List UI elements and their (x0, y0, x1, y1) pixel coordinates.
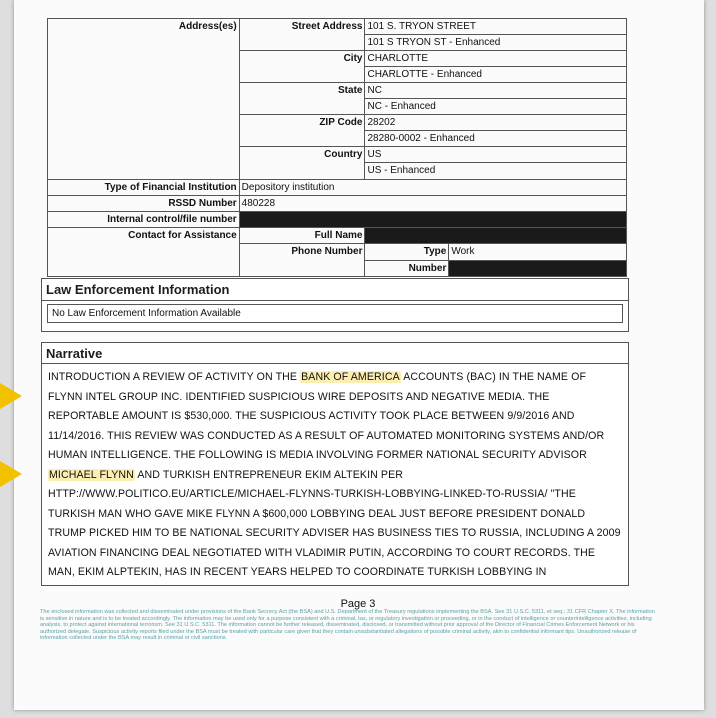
street-label: Street Address (239, 19, 365, 51)
law-enforcement-content: No Law Enforcement Information Available (47, 304, 623, 323)
phone-number-label: Phone Number (239, 244, 365, 277)
state-value: NC (365, 83, 627, 99)
street-enhanced: 101 S TRYON ST - Enhanced (365, 35, 627, 51)
disclaimer-fine-print: The enclosed information was collected and disseminated under provisions of the Bank Secrecy Act (the BSA) and U.S. Department of the Treasury regulations implementing the BSA. See 31 U.S.C. 5311, et seq.; 31 CFR Chapter X. The information is sensitive in nature and is to be treated accordingly. The information may be used only for a purpose consistent with a criminal, tax, or regulatory investigation or proceeding, or in the conduct of intelligence or counterintelligence activities, including analysis, to protect against international terrorism. See 31 U.S.C. 5311. The information cannot be further released, disseminated, disclosed, or transmitted without prior approval of the Director of Financial Crimes Enforcement Network or his authorized delegate. Suspicious activity reports filed under the BSA must be treated with particular care given that they contain unsubstantiated allegations of possible criminal activity, akin to confidential informant tips. Unauthorized release of information collected under the BSA may result in criminal or civil sanctions. (40, 609, 655, 642)
law-enforcement-title: Law Enforcement Information (42, 279, 628, 301)
phone-number-sub-label: Number (365, 261, 449, 277)
narrative-text-part: INTRODUCTION A REVIEW OF ACTIVITY ON THE (48, 371, 301, 383)
state-label: State (239, 83, 365, 115)
zip-enhanced: 28280-0002 - Enhanced (365, 131, 627, 147)
zip-label: ZIP Code (239, 115, 365, 147)
pointer-arrow-icon (0, 461, 22, 487)
highlight-bank-name: BANK OF AMERICA (301, 371, 400, 383)
narrative-text (42, 364, 628, 587)
highlight-person-name: MICHAEL FLYNN (49, 468, 134, 481)
page-number: Page 3 (340, 598, 376, 610)
phone-type-label: Type (365, 244, 449, 261)
internal-control-label: Internal control/file number (48, 212, 240, 228)
law-enforcement-section (41, 278, 629, 332)
redacted-internal-control (239, 212, 626, 228)
phone-type-value: Work (449, 244, 627, 261)
country-enhanced: US - Enhanced (365, 163, 627, 180)
zip-value: 28202 (365, 115, 627, 131)
rssd-value: 480228 (239, 196, 626, 212)
institution-type-label: Type of Financial Institution (48, 180, 240, 196)
narrative-text-part: AND TURKISH ENTREPRENEUR EKIM ALTEKIN PER HTTP://WWW.POLITICO.EU/ARTICLE/MICHAEL-FLYNNS-TURKISH-LOBBYING-LINKED-TO-RUSSIA/ "THE TURKISH MAN WHO GAVE MIKE FLYNN A $600,000 LOBBYING DEAL JUST BEFORE PRESIDENT DONALD TRUMP PICKED HIM TO BE NATIONAL SECURITY ADVISER HAS BUSINESS TIES TO RUSSIA, INCLUDING A 2009 AVIATION FINANCING DEAL NEGOTIATED WITH VLADIMIR PUTIN, ACCORDING TO COURT RECORDS. THE MAN, EKIM ALPTEKIN, HAS IN RECENT YEARS HELPED TO COORDINATE TURKISH LOBBYING IN (48, 468, 621, 578)
rssd-label: RSSD Number (48, 196, 240, 212)
narrative-text-part: ACCOUNTS (BAC) IN THE NAME OF FLYNN INTEL GROUP INC. IDENTIFIED SUSPICIOUS WIRE DEPOSITS AND NEGATIVE MEDIA. THE REPORTABLE AMOUNT IS $530,000. THE SUSPICIOUS ACTIVITY TOOK PLACE BETWEEN 9/9/2016 AND 11/14/2016. THIS REVIEW WAS CONDUCTED AS A RESULT OF AUTOMATED MONITORING SYSTEMS AND/OR HUMAN INTELLIGENCE. THE FOLLOWING IS MEDIA INVOLVING FORMER NATIONAL SECURITY ADVISOR (48, 371, 605, 461)
addresses-label: Address(es) (48, 19, 240, 180)
redacted-full-name (365, 228, 627, 244)
city-enhanced: CHARLOTTE - Enhanced (365, 67, 627, 83)
narrative-title: Narrative (42, 343, 628, 364)
city-value: CHARLOTTE (365, 51, 627, 67)
country-value: US (365, 147, 627, 163)
city-label: City (239, 51, 365, 83)
narrative-section (41, 342, 629, 586)
redacted-phone-number (449, 261, 627, 277)
contact-label: Contact for Assistance (48, 228, 240, 277)
pointer-arrow-icon (0, 383, 22, 409)
country-label: Country (239, 147, 365, 180)
state-enhanced: NC - Enhanced (365, 99, 627, 115)
street-value: 101 S. TRYON STREET (365, 19, 627, 35)
financial-institution-table (47, 18, 627, 277)
institution-type-value: Depository institution (239, 180, 626, 196)
full-name-label: Full Name (239, 228, 365, 244)
